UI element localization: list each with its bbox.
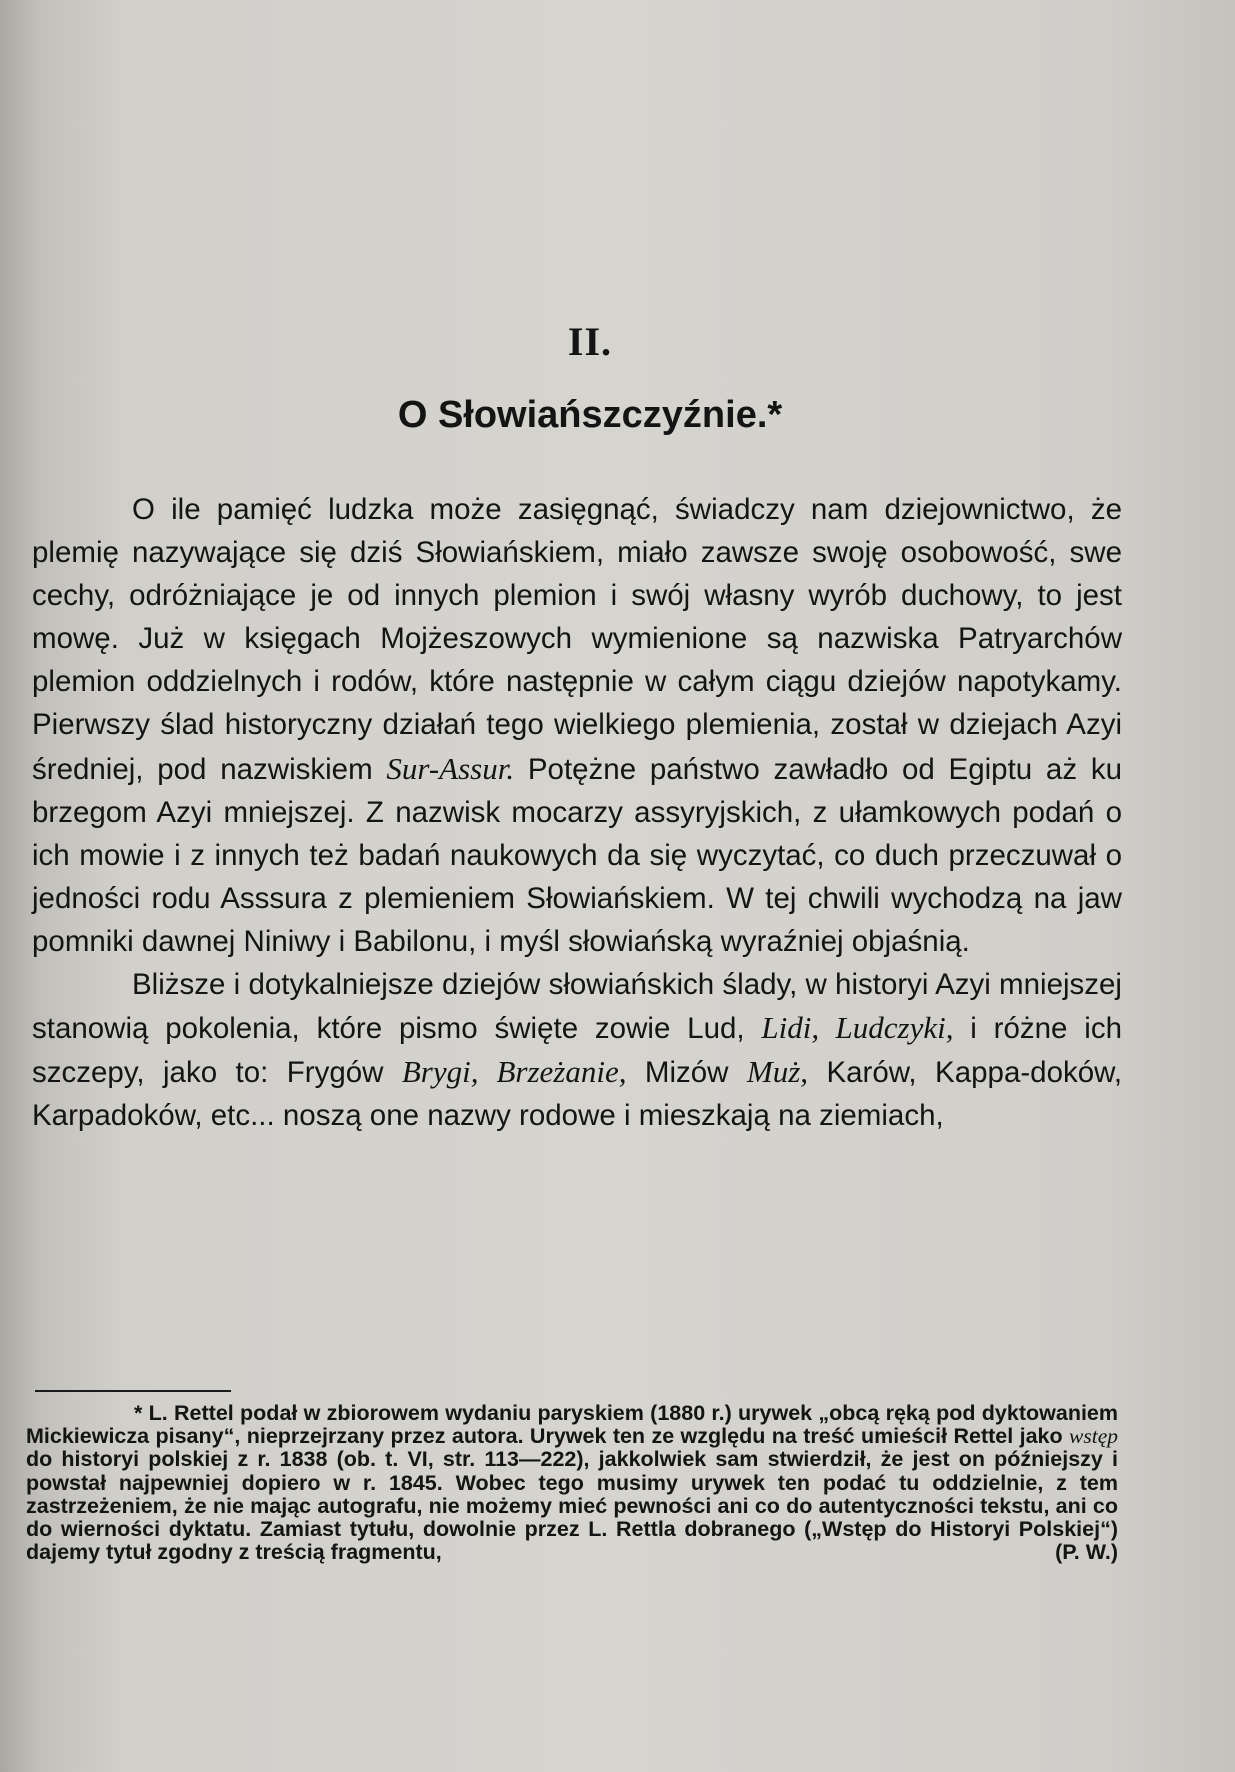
paragraph-2-text-a: Bliższe i dotykalniejsze dziejów słowiańskich ślady, w historyi Azyi mniejszej stanowią pokolenia, które pismo święte zowie Lud,	[32, 968, 1122, 1046]
paragraph-1	[32, 488, 1122, 963]
paragraph-2-emphasis-2: Brygi, Brzeżanie,	[401, 1054, 627, 1090]
paragraph-1-text-a: O ile pamięć ludzka może zasięgnąć, świadczy nam dziejownictwo, że plemię nazywające się dziś Słowiańskiem, miało zawsze swoję osobowość, swe cechy, odróżniające je od innych plemion i swój własny wyrób duchowy, to jest mowę. Już w księgach Mojżeszowych wymienione są nazwiska Patryarchów plemion oddzielnych i rodów, które następnie w całym ciągu dziejów napotykamy. Pierwszy ślad historyczny działań tego wielkiego plemienia, został w dziejach Azyi średniej, pod nazwiskiem	[32, 493, 1122, 786]
paragraph-1-text-b: Potężne państwo zawładło od Egiptu aż ku brzegom Azyi mniejszej. Z nazwisk mocarzy assyryjskich, z ułamkowych podań o ich mowie i z innych też badań naukowych da się wyczytać, co duch przeczuwał o jedności rodu Asssura z plemieniem Słowiańskiem. W tej chwili wychodzą na jaw pomniki dawnej Niniwy i Babilonu, i myśl słowiańską wyraźniej objaśnią.	[32, 752, 1122, 958]
footnote-signature: (P. W.)	[1055, 1540, 1118, 1565]
paragraph-2-text-b: i różne ich szczepy, jako to: Frygów	[32, 1012, 1122, 1090]
paragraph-2-emphasis-3: Muż,	[746, 1054, 809, 1090]
paragraph-2-emphasis-1: Lidi, Ludczyki,	[761, 1010, 954, 1046]
footnote-emphasis: wstęp	[1069, 1424, 1118, 1449]
paragraph-1-emphasis: Sur-Assur.	[386, 750, 515, 786]
footnote-text-b: do historyi polskiej z r. 1838 (ob. t. VI, str. 113—222), jakkolwiek sam stwierdził, że jest on późniejszy i powstał najpewniej dopiero w r. 1845. Wobec tego musimy urywek ten podać tu oddzielnie, z tem zastrzeżeniem, że nie mając autografu, nie możemy mieć pewności ani co do autentyczności tekstu, ani co do wierności dyktatu. Zamiast tytułu, dowolnie przez L. Rettla dobranego („Wstęp do Historyi Polskiej“) dajemy tytuł zgodny z treścią fragmentu,	[26, 1447, 1118, 1565]
footnote-text-a: * L. Rettel podał w zbiorowem wydaniu paryskiem (1880 r.) urywek „obcą ręką pod dyktowaniem Mickiewicza pisany“, nieprzejrzany przez autora. Urywek ten ze względu na treść umieścił Rettel jako	[26, 1401, 1118, 1449]
footnote	[26, 1402, 1118, 1564]
chapter-number: II.	[567, 319, 613, 364]
paragraph-2	[32, 963, 1122, 1137]
body-text	[32, 488, 1122, 1137]
footnote-divider	[35, 1390, 231, 1392]
footnote-paragraph	[26, 1402, 1118, 1564]
paragraph-2-text-c: Mizów	[626, 1056, 747, 1090]
paragraph-2-text-d: Karów, Kappa-doków, Karpadoków, etc... noszą one nazwy rodowe i mieszkają na ziemiach,	[32, 1056, 1123, 1133]
chapter-title: O Słowiańszczyźnie.*	[397, 394, 783, 436]
